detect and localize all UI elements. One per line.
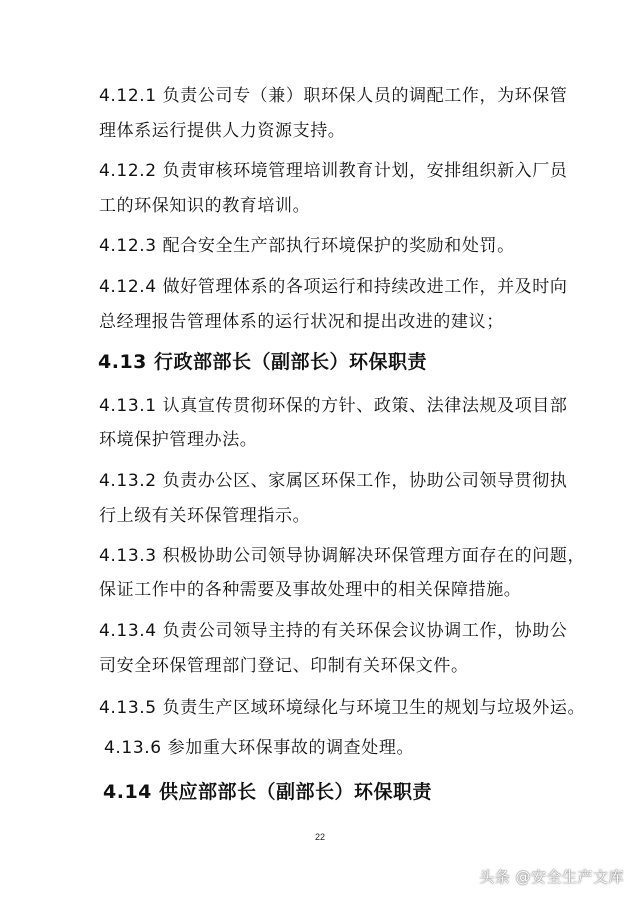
paragraph-4-13-3-line-1: 4.13.3 积极协助公司领导协调解决环保管理方面存在的问题， [99,546,586,566]
paragraph-4-12-2-line-1: 4.12.2 负责审核环境管理培训教育计划，安排组织新入厂员 [99,161,568,181]
paragraph-4-13-5: 4.13.5 负责生产区域环境绿化与环境卫生的规划与垃圾外运。 [99,698,586,718]
paragraph-4-13-4-line-1: 4.13.4 负责公司领导主持的有关环保会议协调工作，协助公 [99,621,568,641]
paragraph-4-12-1-line-2: 理体系运行提供人力资源支持。 [99,121,346,141]
paragraph-4-12-4-line-2: 总经理报告管理体系的运行状况和提出改进的建议； [99,312,504,332]
paragraph-4-12-4-line-1: 4.12.4 做好管理体系的各项运行和持续改进工作，并及时向 [99,277,568,297]
paragraph-4-13-1-line-2: 环境保护管理办法。 [99,430,258,450]
paragraph-4-13-3-line-2: 保证工作中的各种需要及事故处理中的相关保障措施。 [99,580,522,600]
section-heading-4-13: 4.13 行政部部长（副部长）环保职责 [98,351,427,373]
section-heading-4-14: 4.14 供应部部长（副部长）环保职责 [103,781,432,803]
paragraph-4-12-3: 4.12.3 配合安全生产部执行环境保护的奖励和处罚。 [99,236,515,256]
paragraph-4-13-4-line-2: 司安全环保管理部门登记、印制有关环保文件。 [99,656,469,676]
paragraph-4-13-6: 4.13.6 参加重大环保事故的调查处理。 [104,738,415,758]
paragraph-4-13-2-line-2: 行上级有关环保管理指示。 [99,506,311,526]
paragraph-4-12-2-line-2: 工的环保知识的教育培训。 [99,196,311,216]
paragraph-4-13-2-line-1: 4.13.2 负责办公区、家属区环保工作，协助公司领导贯彻执 [99,471,568,491]
page-number: 22 [314,832,325,842]
paragraph-4-13-1-line-1: 4.13.1 认真宣传贯彻环保的方针、政策、法律法规及项目部 [99,396,568,416]
paragraph-4-12-1-line-1: 4.12.1 负责公司专（兼）职环保人员的调配工作，为环保管 [99,86,568,106]
source-watermark: 头条 @安全生产文库 [479,868,624,886]
